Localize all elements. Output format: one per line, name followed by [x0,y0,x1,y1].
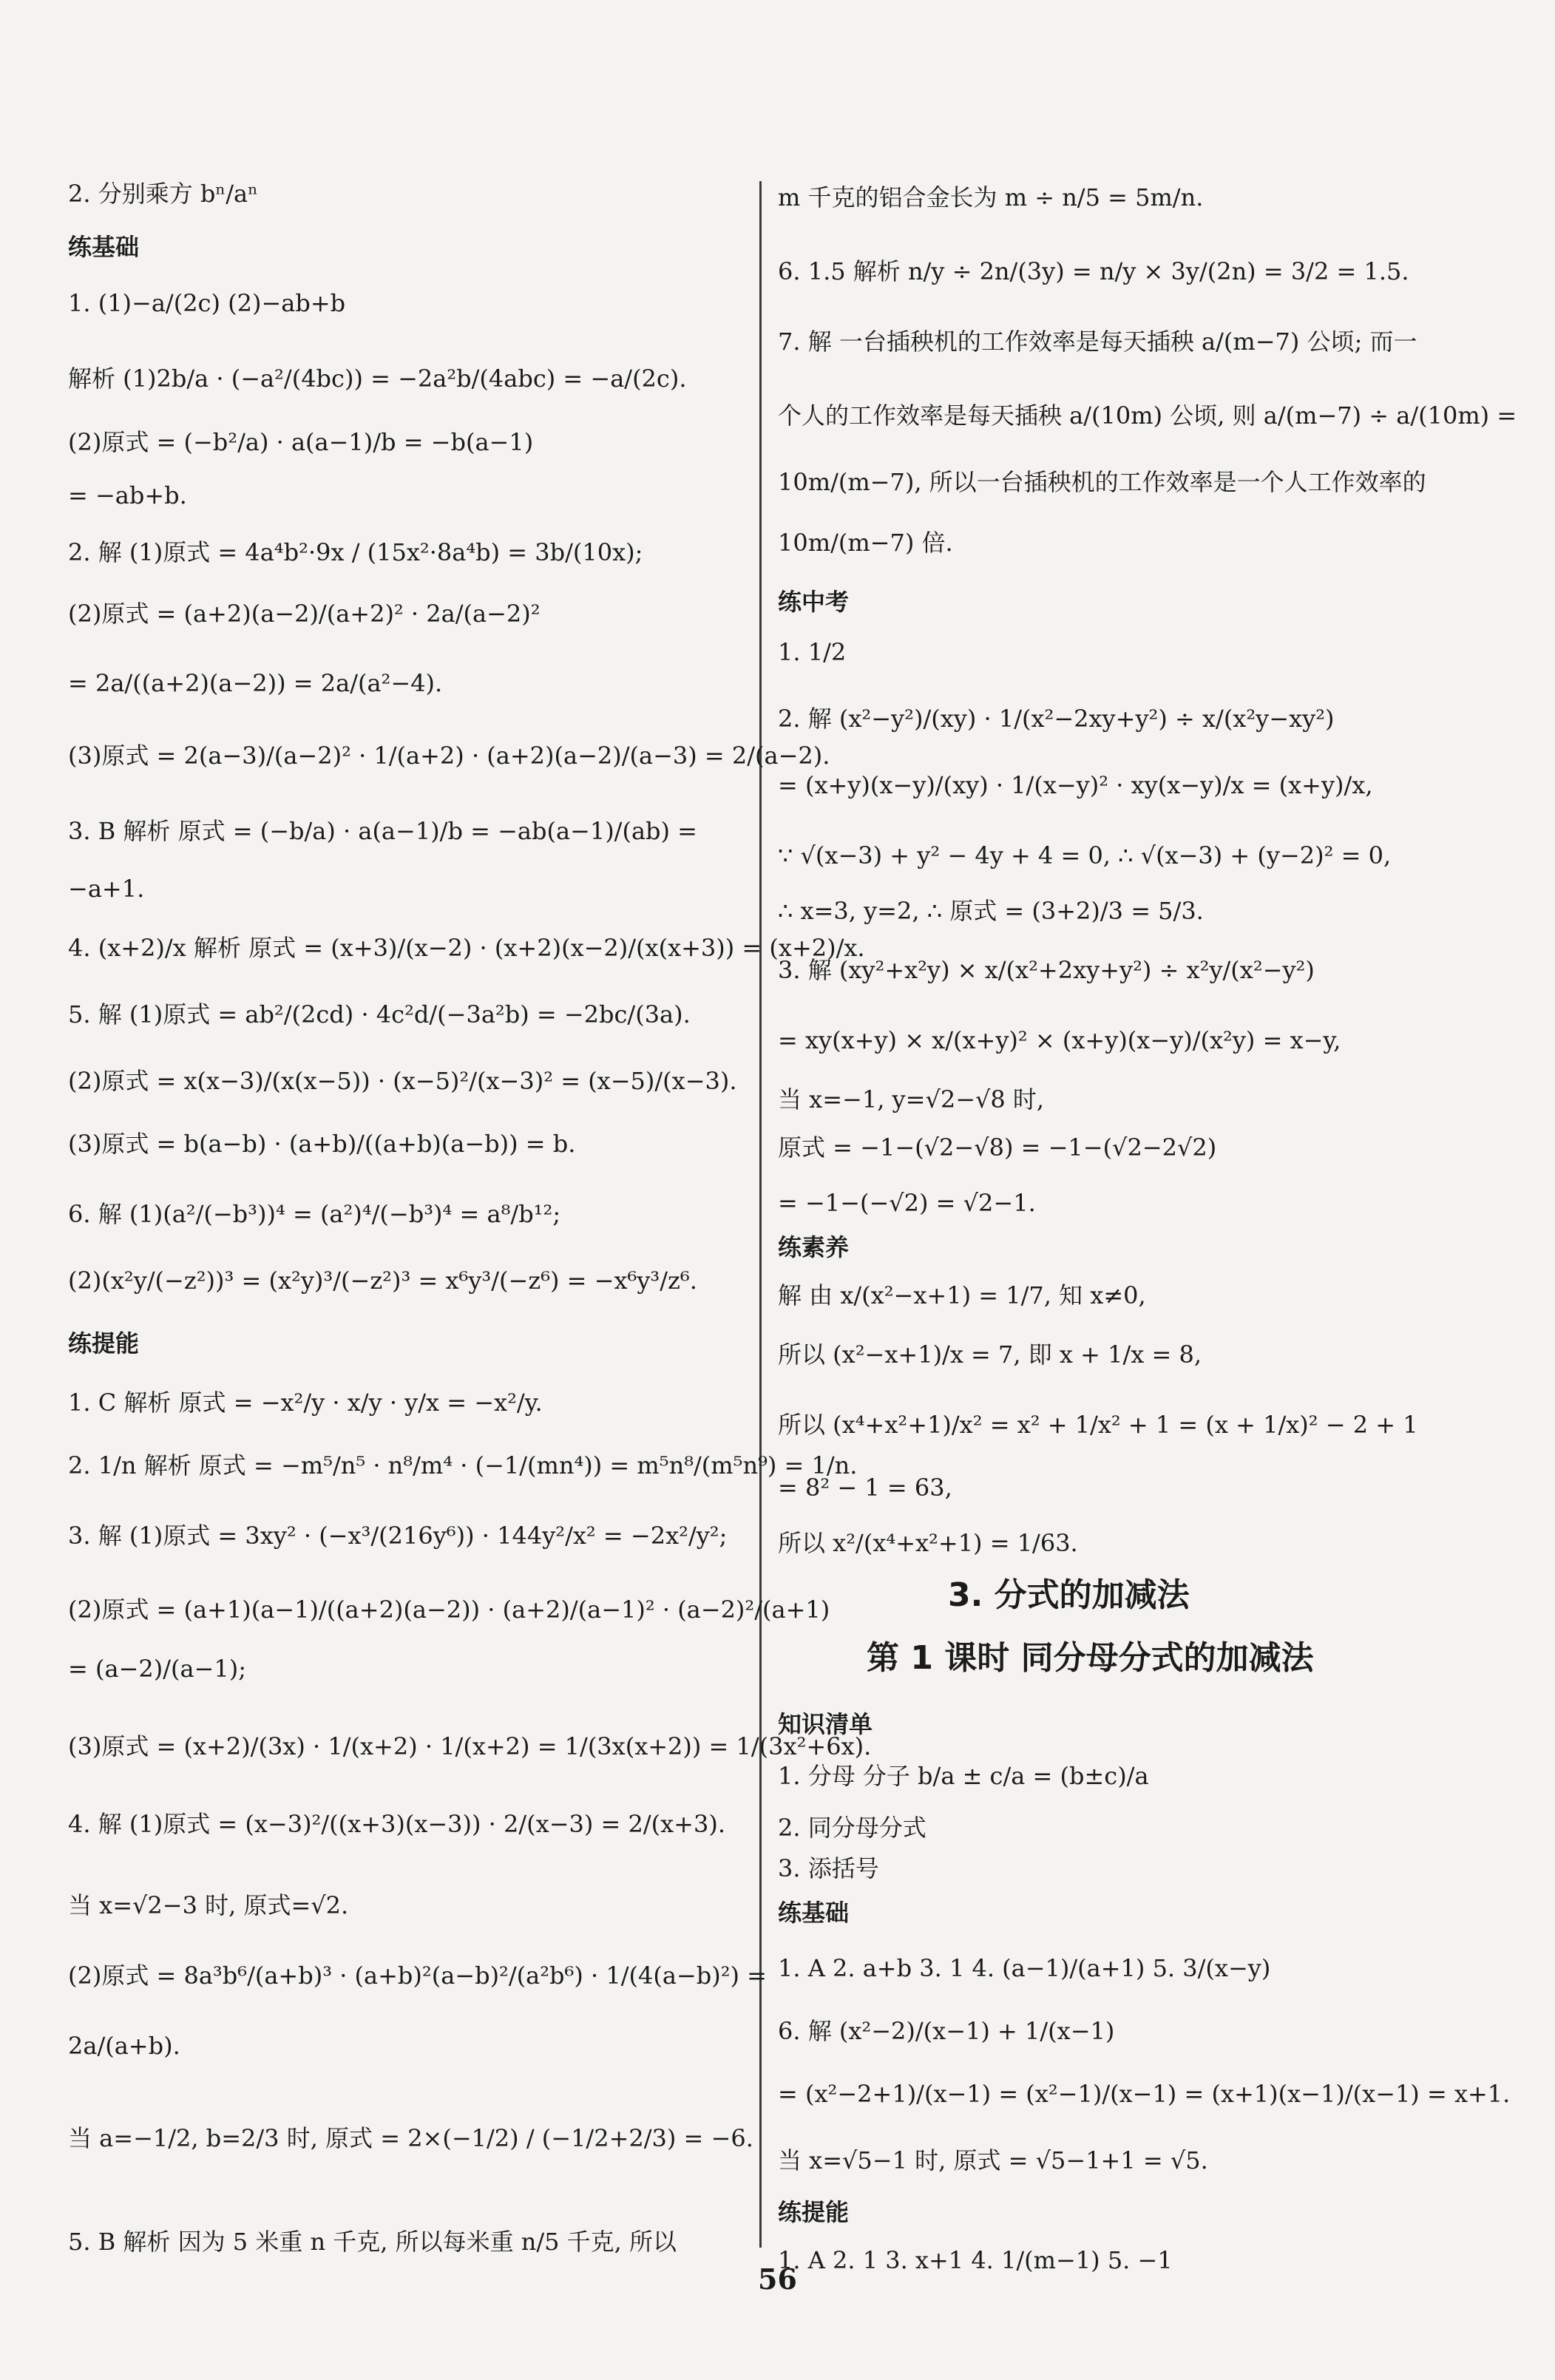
text-line: 原式 = −1−(√2−√8) = −1−(√2−2√2) [778,1133,1217,1162]
text-line: = −1−(−√2) = √2−1. [778,1189,1036,1217]
text-line: 3. 解 (xy²+x²y) × x/(x²+2xy+y²) ÷ x²y/(x²−y²) [778,956,1315,984]
text-line: (2)原式 = (a+1)(a−1)/((a+2)(a−2)) · (a+2)/(a−1)² · (a−2)²/(a+1) [68,1596,830,1624]
text-line: 所以 (x⁴+x²+1)/x² = x² + 1/x² + 1 = (x + 1/x)² − 2 + 1 [778,1411,1418,1439]
text-line: 3. 解 (1)原式 = 3xy² · (−x³/(216y⁶)) · 144y²/x² = −2x²/y²; [68,1522,728,1550]
text-line: 当 x=−1, y=√2−√8 时, [778,1085,1045,1113]
page-number: 56 [758,2262,797,2296]
text-line: 当 x=√2−3 时, 原式=√2. [68,1891,349,1919]
text-line: 2. 1/n 解析 原式 = −m⁵/n⁵ · n⁸/m⁴ · (−1/(mn⁴)) = m⁵n⁸/(m⁵n⁹) = 1/n. [68,1451,858,1479]
text-line: (2)原式 = (−b²/a) · a(a−1)/b = −b(a−1) [68,428,534,456]
text-line: 7. 解 一台插秧机的工作效率是每天插秧 a/(m−7) 公顷; 而一 [778,328,1417,356]
text-line: 2. 分别乘方 bⁿ/aⁿ [68,180,258,208]
text-line: = (a−2)/(a−1); [68,1655,246,1683]
text-line: ∴ x=3, y=2, ∴ 原式 = (3+2)/3 = 5/3. [778,897,1204,925]
text-line: = (x²−2+1)/(x−1) = (x²−1)/(x−1) = (x+1)(x−1)/(x−1) = x+1. [778,2080,1511,2108]
text-line: 1. A 2. 1 3. x+1 4. 1/(m−1) 5. −1 [778,2246,1173,2274]
text-line: 4. (x+2)/x 解析 原式 = (x+3)/(x−2) · (x+2)(x−2)/(x(x+3)) = (x+2)/x. [68,934,865,962]
section-heading: 练提能 [68,1329,140,1357]
text-line: (2)原式 = 8a³b⁶/(a+b)³ · (a+b)²(a−b)²/(a²b⁶) · 1/(4(a−b)²) = [68,1962,767,1990]
text-line: 5. 解 (1)原式 = ab²/(2cd) · 4c²d/(−3a²b) = −2bc/(3a). [68,1000,691,1028]
text-line: m 千克的铝合金长为 m ÷ n/5 = 5m/n. [778,183,1204,211]
text-line: 1. (1)−a/(2c) (2)−ab+b [68,289,346,317]
text-line: 所以 (x²−x+1)/x = 7, 即 x + 1/x = 8, [778,1340,1202,1369]
text-line: (2)(x²y/(−z²))³ = (x²y)³/(−z²)³ = x⁶y³/(−z⁶) = −x⁶y³/z⁶. [68,1267,697,1295]
text-line: = xy(x+y) × x/(x+y)² × (x+y)(x−y)/(x²y) = x−y, [778,1026,1341,1054]
text-line: 3. 添括号 [778,1854,879,1882]
text-line: (3)原式 = (x+2)/(3x) · 1/(x+2) · 1/(x+2) = 1/(3x(x+2)) = 1/(3x²+6x). [68,1732,872,1760]
text-line: 所以 x²/(x⁴+x²+1) = 1/63. [778,1529,1078,1557]
text-line: 10m/(m−7), 所以一台插秧机的工作效率是一个人工作效率的 [778,468,1426,496]
text-line: 1. 1/2 [778,638,847,666]
text-line: 4. 解 (1)原式 = (x−3)²/((x+3)(x−3)) · 2/(x−3) = 2/(x+3). [68,1810,726,1838]
text-line: = 2a/((a+2)(a−2)) = 2a/(a²−4). [68,669,443,697]
text-line: = (x+y)(x−y)/(xy) · 1/(x−y)² · xy(x−y)/x = (x+y)/x, [778,771,1373,799]
text-line: 10m/(m−7) 倍. [778,529,953,557]
text-line: = 8² − 1 = 63, [778,1474,952,1502]
text-line: 当 a=−1/2, b=2/3 时, 原式 = 2×(−1/2) / (−1/2+2/3) = −6. [68,2124,753,2152]
section-heading: 练素养 [778,1233,850,1261]
text-line: 3. B 解析 原式 = (−b/a) · a(a−1)/b = −ab(a−1)/(ab) = [68,817,697,845]
text-line: 解 由 x/(x²−x+1) = 1/7, 知 x≠0, [778,1281,1146,1309]
section-title: 3. 分式的加减法 [948,1576,1190,1614]
section-heading: 知识清单 [778,1710,873,1738]
section-heading: 练中考 [778,588,850,616]
text-line: 6. 解 (x²−2)/(x−1) + 1/(x−1) [778,2017,1115,2045]
column-divider [759,181,762,2248]
text-line: 1. A 2. a+b 3. 1 4. (a−1)/(a+1) 5. 3/(x−y) [778,1954,1271,1982]
text-line: (3)原式 = 2(a−3)/(a−2)² · 1/(a+2) · (a+2)(a−2)/(a−3) = 2/(a−2). [68,742,830,770]
text-line: 1. 分母 分子 b/a ± c/a = (b±c)/a [778,1762,1149,1790]
section-heading: 练提能 [778,2198,850,2226]
text-line: (3)原式 = b(a−b) · (a+b)/((a+b)(a−b)) = b. [68,1130,576,1158]
text-line: 当 x=√5−1 时, 原式 = √5−1+1 = √5. [778,2146,1208,2174]
text-line: (2)原式 = x(x−3)/(x(x−5)) · (x−5)²/(x−3)² = (x−5)/(x−3). [68,1067,737,1095]
text-line: 6. 1.5 解析 n/y ÷ 2n/(3y) = n/y × 3y/(2n) = 3/2 = 1.5. [778,257,1409,285]
text-line: 1. C 解析 原式 = −x²/y · x/y · y/x = −x²/y. [68,1389,543,1417]
text-line: 2. 同分母分式 [778,1814,926,1842]
text-line: (2)原式 = (a+2)(a−2)/(a+2)² · 2a/(a−2)² [68,600,541,628]
text-line: = −ab+b. [68,481,187,509]
text-line: 个人的工作效率是每天插秧 a/(10m) 公顷, 则 a/(m−7) ÷ a/(10m) = [778,401,1517,430]
text-line: 5. B 解析 因为 5 米重 n 千克, 所以每米重 n/5 千克, 所以 [68,2228,677,2256]
section-heading: 练基础 [778,1899,850,1927]
text-line: 解析 (1)2b/a · (−a²/(4bc)) = −2a²b/(4abc) = −a/(2c). [68,365,687,393]
text-line: 2. 解 (1)原式 = 4a⁴b²·9x / (15x²·8a⁴b) = 3b/(10x); [68,538,643,566]
text-line: −a+1. [68,875,145,903]
section-heading: 练基础 [68,233,140,261]
text-line: 6. 解 (1)(a²/(−b³))⁴ = (a²)⁴/(−b³)⁴ = a⁸/b¹²; [68,1200,561,1228]
text-line: ∵ √(x−3) + y² − 4y + 4 = 0, ∴ √(x−3) + (y−2)² = 0, [778,841,1392,869]
section-title: 第 1 课时 同分母分式的加减法 [867,1639,1314,1677]
text-line: 2a/(a+b). [68,2032,180,2060]
text-line: 2. 解 (x²−y²)/(xy) · 1/(x²−2xy+y²) ÷ x/(x²y−xy²) [778,705,1335,733]
